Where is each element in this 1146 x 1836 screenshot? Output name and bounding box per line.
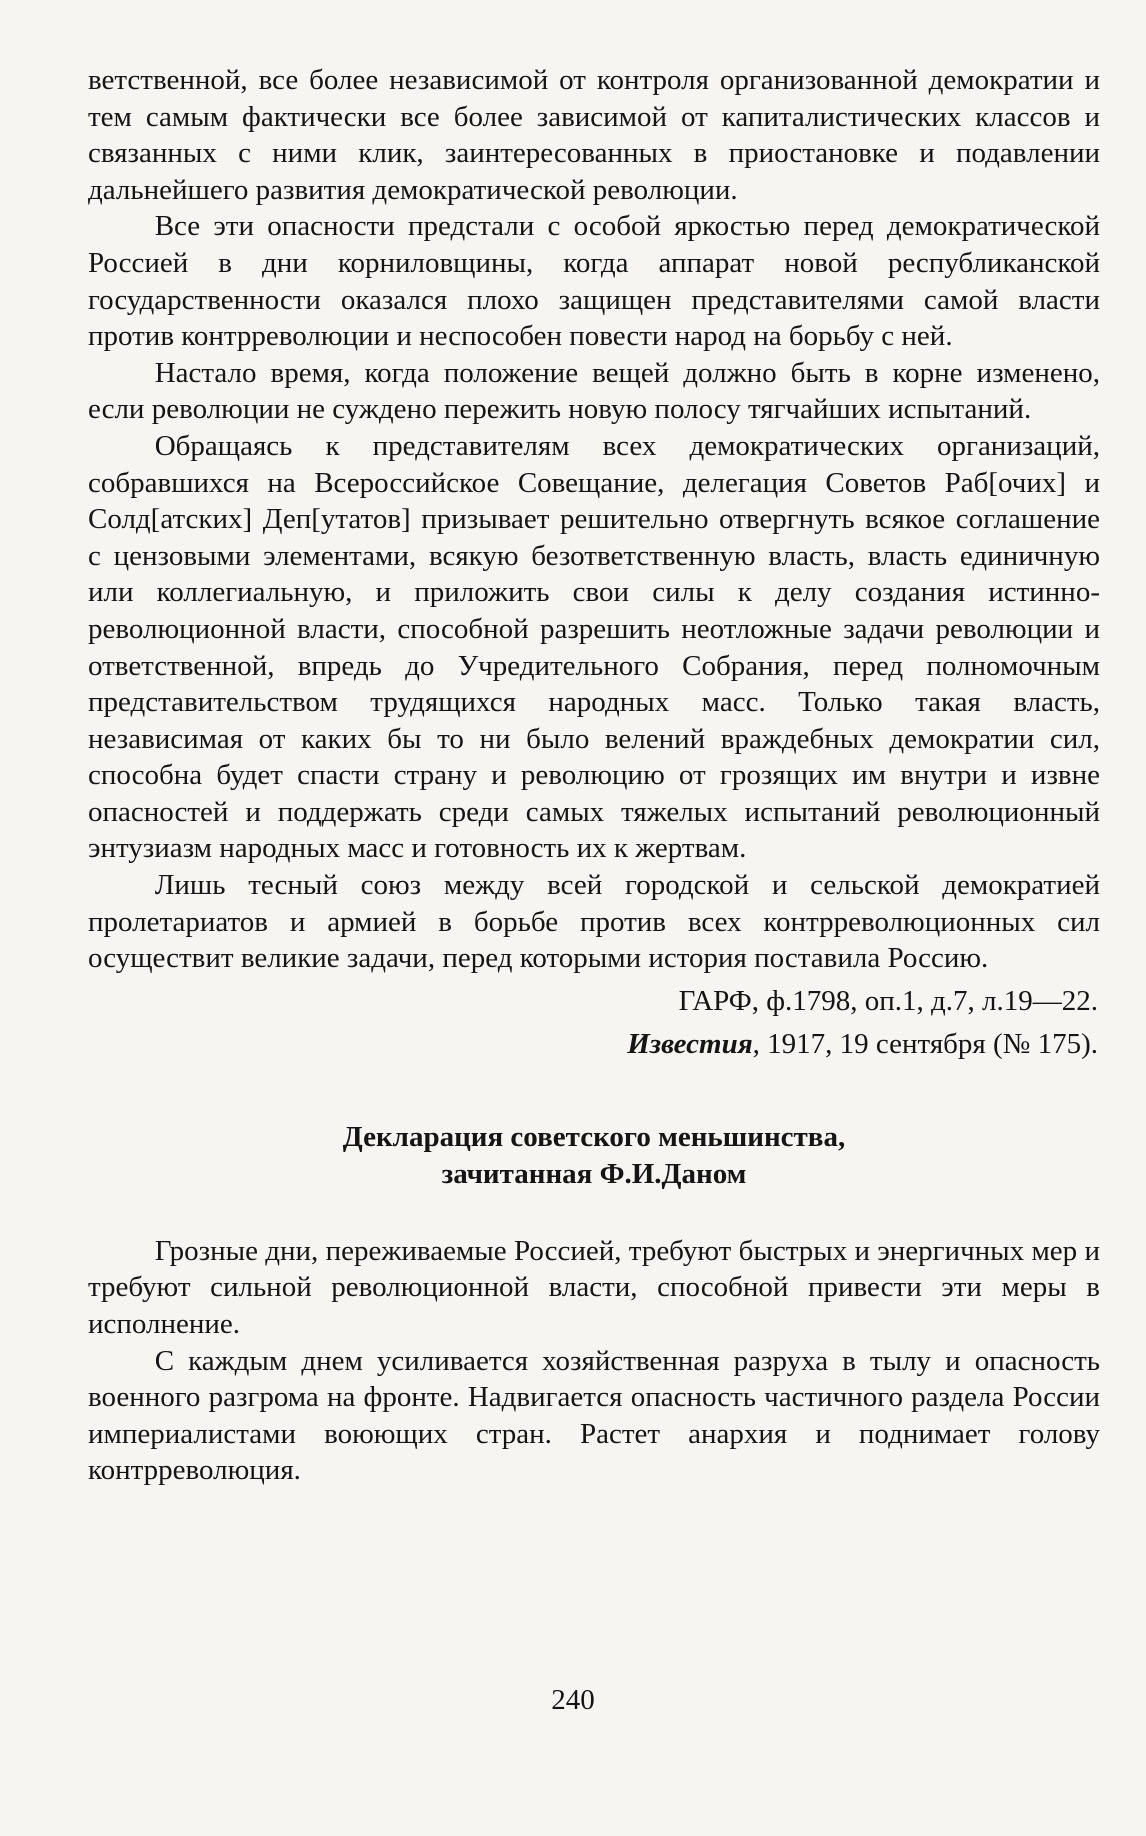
paragraph: Все эти опасности предстали с особой яркостью перед демократической Россией в дни корниловщины, когда аппарат новой республиканской государственности оказался плохо защищен представителями самой власти против контрреволюции и неспособен повести народ на борьбу с ней. [88, 210, 1100, 353]
paragraph: С каждым днем усиливается хозяйственная разруха в тылу и опасность военного разгрома на фронте. Надвигается опасность частичного раздела России империалистами воюющих стран. Растет анархия и поднимает голову контрреволюция. [88, 1344, 1100, 1487]
paragraph: ветственной, все более независимой от контроля организованной демократии и тем самым фактически все более зависимой от капиталистических классов и связанных с ними клик, заинтересованных в приостановке и подавлении дальнейшего развития демократической революции. [88, 64, 1100, 206]
paragraph: Лишь тесный союз между всей городской и сельской демократией пролетариатов и армией в борьбе против всех контрреволюционных сил осуществит великие задачи, перед которыми история поставила Россию. [88, 869, 1100, 975]
heading-line: Декларация советского меньшинства, [342, 1120, 846, 1153]
paragraph: Настало время, когда положение вещей должно быть в корне изменено, если революции не суждено пережить новую полосу тягчайших испытаний. [88, 356, 1100, 426]
page-number: 240 [551, 1684, 595, 1716]
heading-line: зачитанная Ф.И.Даном [441, 1157, 747, 1190]
source-citation [88, 1026, 1098, 1063]
paragraph: Грозные дни, переживаемые Россией, требуют быстрых и энергичных мер и требуют сильной революционной власти, способной привести эти меры в исполнение. [88, 1234, 1100, 1341]
source-newspaper: Известия [627, 1027, 753, 1060]
source-issue: , 1917, 19 сентября (№ 175). [752, 1027, 1098, 1060]
source-archive: ГАРФ, ф.1798, оп.1, д.7, л.19—22. [678, 984, 1098, 1017]
paragraph: Обращаясь к представителям всех демократических организаций, собравшихся на Всероссийское Совещание, делегация Советов Раб[очих] и Солд[атских] Деп[утатов] призывает решительно отвергнуть всякое соглашение с цензовыми элементами, всякую безответственную власть, власть единичную или коллегиальную, и приложить свои силы к делу создания истинно-революционной власти, способной разрешить неотложные задачи революции и ответственной, впредь до Учредительного Собрания, перед полномочным представительством трудящихся народных масс. Только такая власть, независимая от каких бы то ни было велений враждебных демократии сил, способна будет спасти страну и революцию от грозящих им внутри и извне опасностей и поддержать среди самых тяжелых испытаний революционный энтузиазм народных масс и готовность их к жертвам. [88, 429, 1100, 865]
section-heading [88, 1119, 1100, 1193]
page-body [88, 62, 1100, 1489]
